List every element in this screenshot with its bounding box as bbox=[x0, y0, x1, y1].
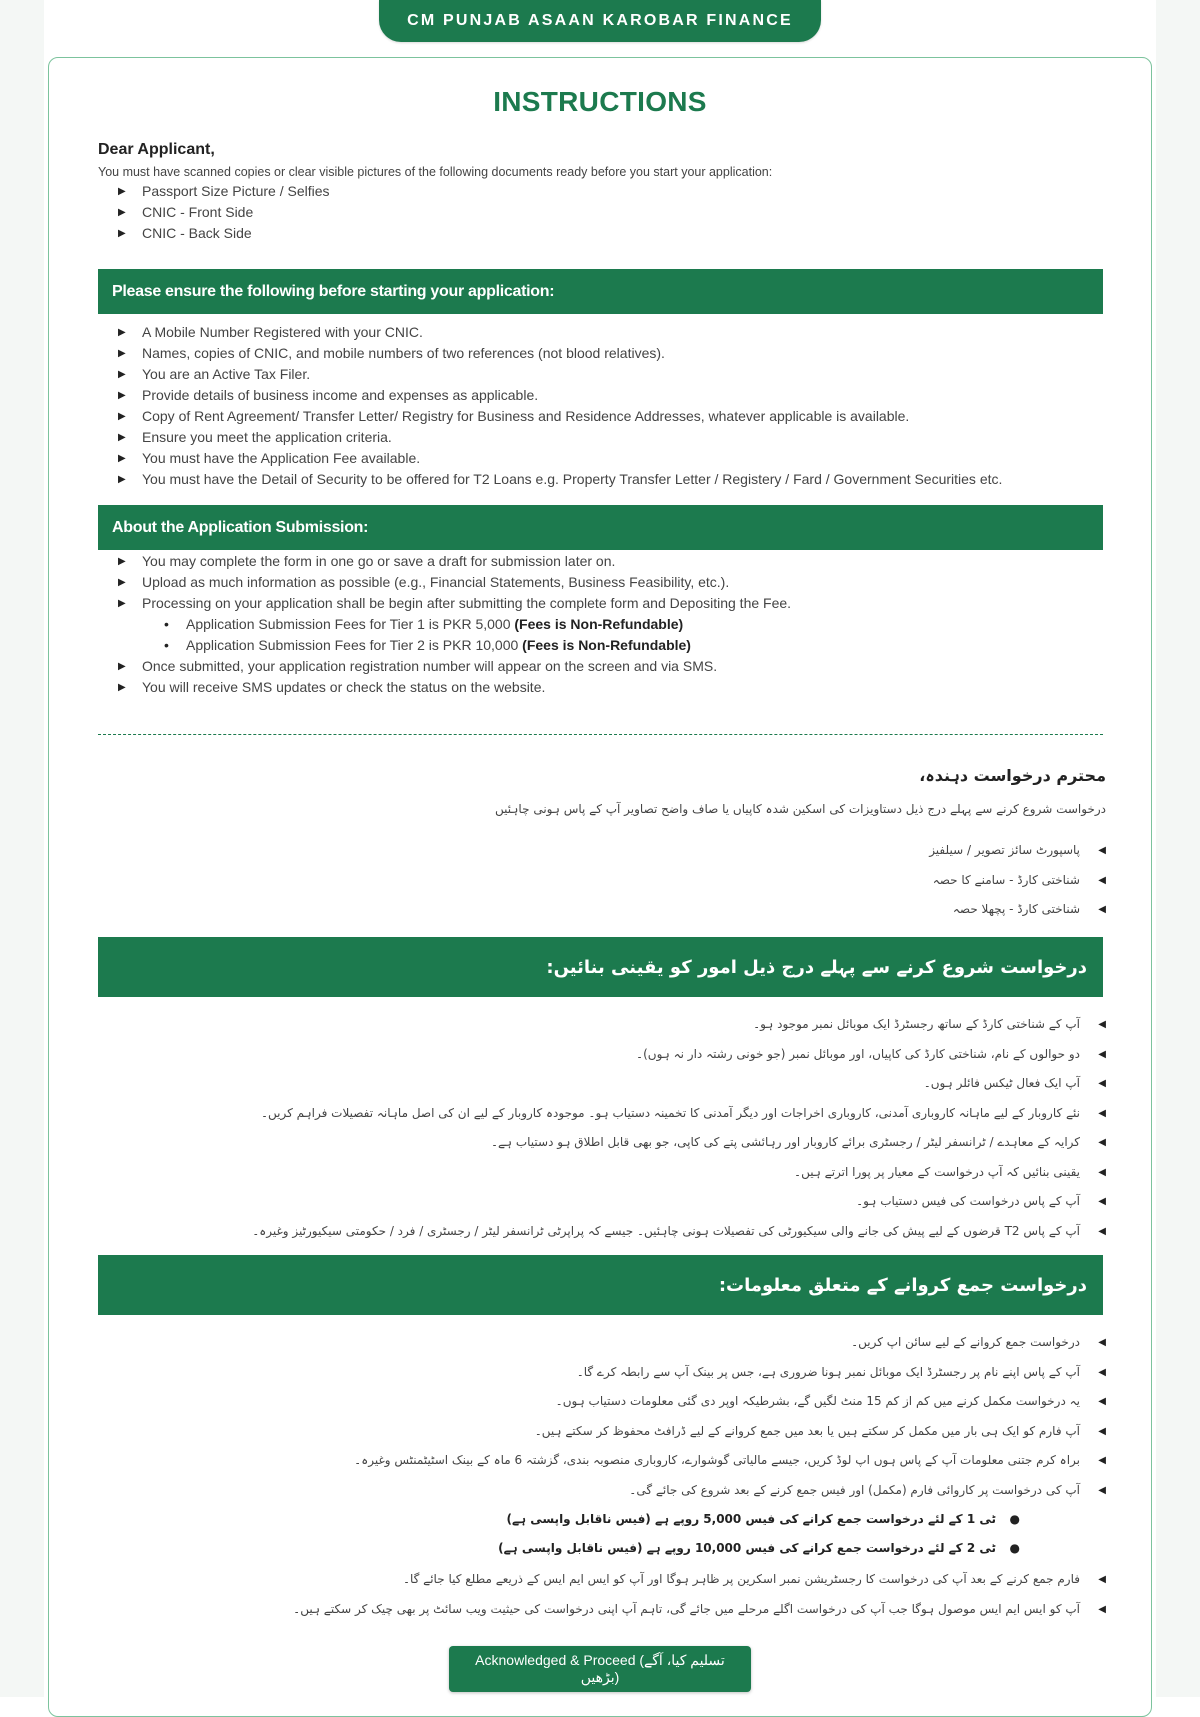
urdu-ensure-list bbox=[252, 1010, 1106, 1246]
list-item: ◀ فارم جمع کرنے کے بعد آپ کی درخواست کا رجسٹریشن نمبر اسکرین پر ظاہر ہوگا اور آپ کو ایس ایم ایس کے ذریعے مطلع کیا جائے گا۔ bbox=[293, 1565, 1106, 1595]
document-list bbox=[118, 181, 330, 244]
list-item: ◀ کرایہ کے معاہدے / ٹرانسفر لیٹر / رجسٹری برائے کاروبار اور رہائشی پتے کی کاپی، جو بھی قابل اطلاق ہو دستیاب ہے۔ bbox=[252, 1128, 1106, 1158]
arrow-left-icon: ◀ bbox=[1098, 1425, 1106, 1437]
list-item: ◀ درخواست جمع کروانے کے لیے سائن اپ کریں۔ bbox=[354, 1328, 1106, 1358]
arrow-right-icon: ▶ bbox=[118, 411, 126, 422]
arrow-left-icon: ◀ bbox=[1098, 1166, 1106, 1178]
list-item: ◀ آپ کی درخواست پر کاروائی فارم (مکمل) اور فیس جمع کرنے کے بعد شروع کی جائے گی۔ bbox=[354, 1476, 1106, 1506]
arrow-left-icon: ◀ bbox=[1098, 1107, 1106, 1119]
fee-item: • Application Submission Fees for Tier 2 is PKR 10,000 (Fees is Non-Refundable) bbox=[164, 635, 691, 656]
list-item: ◀ یہ درخواست مکمل کرنے میں کم از کم 15 منٹ لگیں گے، بشرطیکہ اوپر دی گئی معلومات دستیاب ہوں۔ bbox=[354, 1387, 1106, 1417]
urdu-greeting: محترم درخواست دہندہ، bbox=[919, 766, 1106, 785]
list-item: ◀ آپ کے پاس T2 قرضوں کے لیے پیش کی جانے والی سیکیورٹی کی تفصیلات ہونی چاہئیں۔ جیسے کہ پراپرٹی ٹرانسفر لیٹر / رجسٹری / فرد / حکومتی سیکیورٹیز وغیرہ۔ bbox=[252, 1217, 1106, 1247]
list-item: ◀ براہ کرم جتنی معلومات آپ کے پاس ہوں اپ لوڈ کریں، جیسے مالیاتی گوشوارے، کاروباری منصوبہ بندی، گزشتہ 6 ماہ کے بینک اسٹیٹمنٹس وغیرہ۔ bbox=[354, 1446, 1106, 1476]
list-item: ◀ شناختی کارڈ - سامنے کا حصہ bbox=[929, 866, 1106, 896]
arrow-left-icon: ◀ bbox=[1098, 1574, 1106, 1585]
arrow-right-icon: ▶ bbox=[118, 577, 126, 588]
list-item: ◀ آپ کو ایس ایم ایس موصول ہوگا جب آپ کی درخواست اگلے مرحلے میں جائے گی، تاہم آپ اپنی درخواست کی حیثیت ویب سائٹ پر بھی چیک کر سکتے ہیں۔ bbox=[293, 1595, 1106, 1625]
fee-list bbox=[164, 614, 691, 656]
arrow-right-icon: ▶ bbox=[118, 474, 126, 485]
fee-item: ● ٹی 2 کے لئے درخواست جمع کرانے کی فیس 10,000 روپے ہے (فیس ناقابل واپسی ہے) bbox=[498, 1534, 1020, 1563]
list-item: ▶ Upload as much information as possible (e.g., Financial Statements, Business Feasibility, etc.). bbox=[118, 572, 791, 593]
list-item: ▶ Processing on your application shall be begin after submitting the complete form and Depositing the Fee. bbox=[118, 593, 791, 614]
list-item: ▶ You must have the Application Fee available. bbox=[118, 448, 1002, 469]
greeting: Dear Applicant, bbox=[98, 141, 215, 158]
arrow-left-icon: ◀ bbox=[1098, 1196, 1106, 1207]
arrow-left-icon: ◀ bbox=[1098, 1366, 1106, 1378]
arrow-right-icon: ▶ bbox=[118, 682, 126, 693]
list-item: ◀ نئے کاروبار کے لیے ماہانہ کاروباری آمدنی، کاروباری اخراجات اور دیگر آمدنی کا تخمینہ دستیاب ہو۔ موجودہ کاروبار کے لیے ان کی اصل ماہانہ تفصیلات فراہم کریں۔ bbox=[252, 1099, 1106, 1129]
ensure-list bbox=[118, 322, 1002, 490]
arrow-left-icon: ◀ bbox=[1098, 874, 1106, 886]
list-item: ▶ Names, copies of CNIC, and mobile numbers of two references (not blood relatives). bbox=[118, 343, 1002, 364]
arrow-left-icon: ◀ bbox=[1098, 1137, 1106, 1148]
urdu-submission-list bbox=[354, 1328, 1106, 1505]
list-item: ▶ Passport Size Picture / Selfies bbox=[118, 181, 330, 202]
arrow-right-icon: ▶ bbox=[118, 390, 126, 401]
arrow-left-icon: ◀ bbox=[1098, 904, 1106, 915]
list-item: ◀ یقینی بنائیں کہ آپ درخواست کے معیار پر پورا اترتے ہیں۔ bbox=[252, 1158, 1106, 1188]
arrow-right-icon: ▶ bbox=[118, 556, 126, 567]
bullet-dot-icon: • bbox=[164, 616, 169, 632]
acknowledge-proceed-button[interactable]: Acknowledged & Proceed (تسلیم کیا، آگے بڑھیں) bbox=[449, 1646, 751, 1692]
program-title-banner: CM PUNJAB ASAAN KAROBAR FINANCE bbox=[379, 0, 821, 42]
list-item: ◀ آپ فارم کو ایک ہی بار میں مکمل کر سکتے ہیں یا بعد میں جمع کروانے کے لیے ڈرافٹ محفوظ کر سکتے ہیں۔ bbox=[354, 1417, 1106, 1447]
list-item: ▶ CNIC - Back Side bbox=[118, 223, 330, 244]
arrow-right-icon: ▶ bbox=[118, 186, 126, 197]
fee-item: ● ٹی 1 کے لئے درخواست جمع کرانے کی فیس 5,000 روپے ہے (فیس ناقابل واپسی ہے) bbox=[498, 1505, 1020, 1534]
list-item: ▶ Copy of Rent Agreement/ Transfer Letter/ Registry for Business and Residence Addresses, whatever applicable is available. bbox=[118, 406, 1002, 427]
bullet-dot-icon: ● bbox=[1009, 1541, 1020, 1555]
list-item: ▶ Once submitted, your application registration number will appear on the screen and via SMS. bbox=[118, 656, 717, 677]
arrow-right-icon: ▶ bbox=[118, 327, 126, 338]
submission-list bbox=[118, 551, 791, 614]
urdu-fee-list bbox=[498, 1505, 1020, 1563]
list-item: ◀ آپ کے شناختی کارڈ کے ساتھ رجسٹرڈ ایک موبائل نمبر موجود ہو۔ bbox=[252, 1010, 1106, 1040]
arrow-left-icon: ◀ bbox=[1098, 1396, 1106, 1407]
section-header-ensure: Please ensure the following before starting your application: bbox=[98, 269, 1103, 314]
arrow-left-icon: ◀ bbox=[1098, 1225, 1106, 1237]
list-item: ▶ Provide details of business income and expenses as applicable. bbox=[118, 385, 1002, 406]
list-item: ◀ پاسپورٹ سائز تصویر / سیلفیز bbox=[929, 836, 1106, 866]
arrow-right-icon: ▶ bbox=[118, 369, 126, 380]
submission-list-continued bbox=[118, 656, 717, 698]
intro-text: You must have scanned copies or clear visible pictures of the following documents ready before you start your application: bbox=[98, 165, 773, 179]
list-item: ◀ دو حوالوں کے نام، شناختی کارڈ کی کاپیاں، اور موبائل نمبر (جو خونی رشتہ دار نہ ہوں)۔ bbox=[252, 1040, 1106, 1070]
arrow-left-icon: ◀ bbox=[1098, 1455, 1106, 1466]
list-item: ▶ You will receive SMS updates or check the status on the website. bbox=[118, 677, 717, 698]
list-item: ▶ CNIC - Front Side bbox=[118, 202, 330, 223]
arrow-right-icon: ▶ bbox=[118, 453, 126, 464]
urdu-submission-list-continued bbox=[293, 1565, 1106, 1624]
urdu-document-list bbox=[929, 836, 1106, 925]
section-divider bbox=[98, 734, 1103, 735]
list-item: ▶ You must have the Detail of Security to be offered for T2 Loans e.g. Property Transfer Letter / Registery / Fard / Government Securities etc. bbox=[118, 469, 1002, 490]
list-item: ◀ آپ کے پاس اپنے نام پر رجسٹرڈ ایک موبائل نمبر ہونا ضروری ہے، جس پر بینک آپ سے رابطہ کرے گا۔ bbox=[354, 1358, 1106, 1388]
page-margin-left bbox=[0, 0, 44, 1697]
list-item: ◀ آپ ایک فعال ٹیکس فائلر ہوں۔ bbox=[252, 1069, 1106, 1099]
arrow-right-icon: ▶ bbox=[118, 348, 126, 359]
arrow-right-icon: ▶ bbox=[118, 228, 126, 239]
bullet-dot-icon: • bbox=[164, 637, 169, 653]
urdu-intro-text: درخواست شروع کرنے سے پہلے درج ذیل دستاویزات کی اسکین شدہ کاپیاں یا صاف واضح تصاویر آپ کے پاس ہونی چاہئیں bbox=[495, 802, 1106, 816]
bullet-dot-icon: ● bbox=[1009, 1512, 1020, 1526]
page-margin-right bbox=[1156, 0, 1200, 1697]
arrow-right-icon: ▶ bbox=[118, 207, 126, 218]
arrow-left-icon: ◀ bbox=[1098, 1078, 1106, 1089]
arrow-left-icon: ◀ bbox=[1098, 1337, 1106, 1348]
urdu-section-header-ensure: درخواست شروع کرنے سے پہلے درج ذیل امور کو یقینی بنائیں: bbox=[98, 937, 1103, 997]
arrow-right-icon: ▶ bbox=[118, 598, 126, 609]
arrow-left-icon: ◀ bbox=[1098, 845, 1106, 856]
arrow-left-icon: ◀ bbox=[1098, 1603, 1106, 1615]
list-item: ▶ You may complete the form in one go or save a draft for submission later on. bbox=[118, 551, 791, 572]
page-title: INSTRUCTIONS bbox=[493, 86, 707, 117]
list-item: ▶ A Mobile Number Registered with your CNIC. bbox=[118, 322, 1002, 343]
list-item: ◀ آپ کے پاس درخواست کی فیس دستیاب ہو۔ bbox=[252, 1187, 1106, 1217]
fee-item: • Application Submission Fees for Tier 1 is PKR 5,000 (Fees is Non-Refundable) bbox=[164, 614, 691, 635]
arrow-right-icon: ▶ bbox=[118, 432, 126, 443]
urdu-section-header-submission: درخواست جمع کروانے کے متعلق معلومات: bbox=[98, 1255, 1103, 1315]
list-item: ◀ شناختی کارڈ - پچھلا حصہ bbox=[929, 895, 1106, 925]
arrow-left-icon: ◀ bbox=[1098, 1048, 1106, 1060]
section-header-submission: About the Application Submission: bbox=[98, 505, 1103, 550]
arrow-left-icon: ◀ bbox=[1098, 1484, 1106, 1496]
arrow-right-icon: ▶ bbox=[118, 661, 126, 672]
arrow-left-icon: ◀ bbox=[1098, 1019, 1106, 1030]
list-item: ▶ You are an Active Tax Filer. bbox=[118, 364, 1002, 385]
list-item: ▶ Ensure you meet the application criteria. bbox=[118, 427, 1002, 448]
